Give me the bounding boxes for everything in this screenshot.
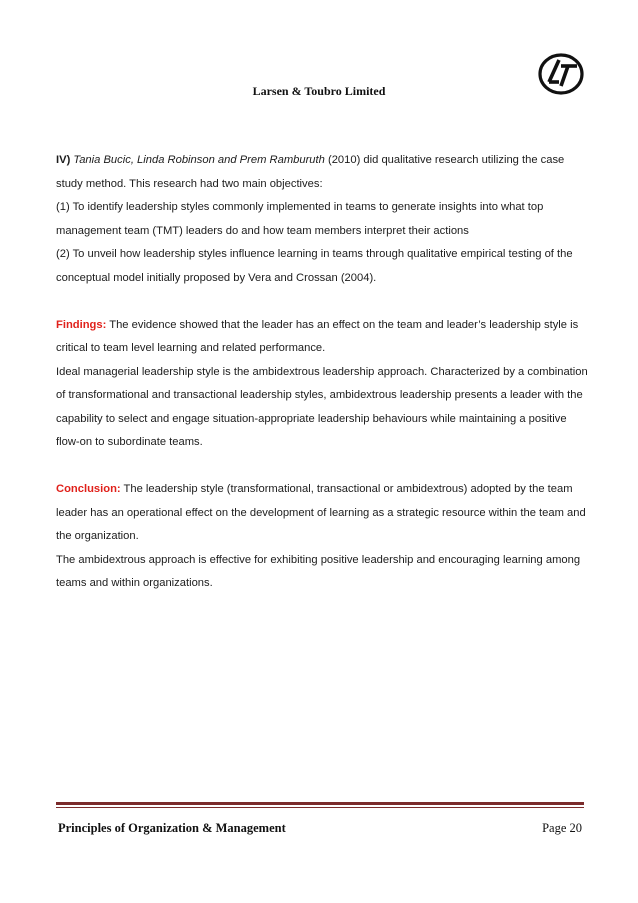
conclusion-text: The leadership style (transformational, transactional or ambidextrous) adopted by the team leader has an operational effect on the development of learning as a strategic resource within the team and the organization. xyxy=(56,483,586,542)
findings-paragraph xyxy=(56,314,588,361)
document-body xyxy=(56,149,588,596)
objective-1: (1) To identify leadership styles commonly implemented in teams to generate insights into what top management team (TMT) leaders do and how team members interpret their actions xyxy=(56,201,544,237)
footer-divider xyxy=(56,802,584,808)
findings-label: Findings: xyxy=(56,318,107,331)
section-number: IV) xyxy=(56,154,71,166)
authors: Tania Bucic, Linda Robinson and Prem Ramburuth xyxy=(73,154,325,166)
footer-title: Principles of Organization & Management xyxy=(58,821,286,835)
findings-text: The evidence showed that the leader has an effect on the team and leader’s leadership style is critical to team level learning and related performance. xyxy=(56,318,579,354)
conclusion-paragraph-2: The ambidextrous approach is effective for exhibiting positive leadership and encouraging learning among teams and within organizations. xyxy=(56,553,581,589)
objective-2: (2) To unveil how leadership styles influence learning in teams through qualitative empirical testing of the conceptual model initially proposed by Vera and Crossan (2004). xyxy=(56,248,573,284)
intro-paragraph xyxy=(56,149,588,196)
page-number: Page 20 xyxy=(542,821,582,835)
findings-paragraph-2: Ideal managerial leadership style is the ambidextrous leadership approach. Characterized by a combination of transformational and transactional leadership styles, ambidextrous leadership presents a leader with the capability to select and engage situation-appropriate leadership behaviours while maintaining a positive flow-on to subordinate teams. xyxy=(56,365,588,448)
page-header-company: Larsen & Toubro Limited xyxy=(252,84,386,98)
conclusion-paragraph xyxy=(56,478,588,549)
lt-logo-icon xyxy=(537,50,585,98)
conclusion-label: Conclusion: xyxy=(56,483,121,495)
intro-text: (2010) did qualitative research utilizing the case study method. This research had two main objectives: xyxy=(56,154,565,190)
